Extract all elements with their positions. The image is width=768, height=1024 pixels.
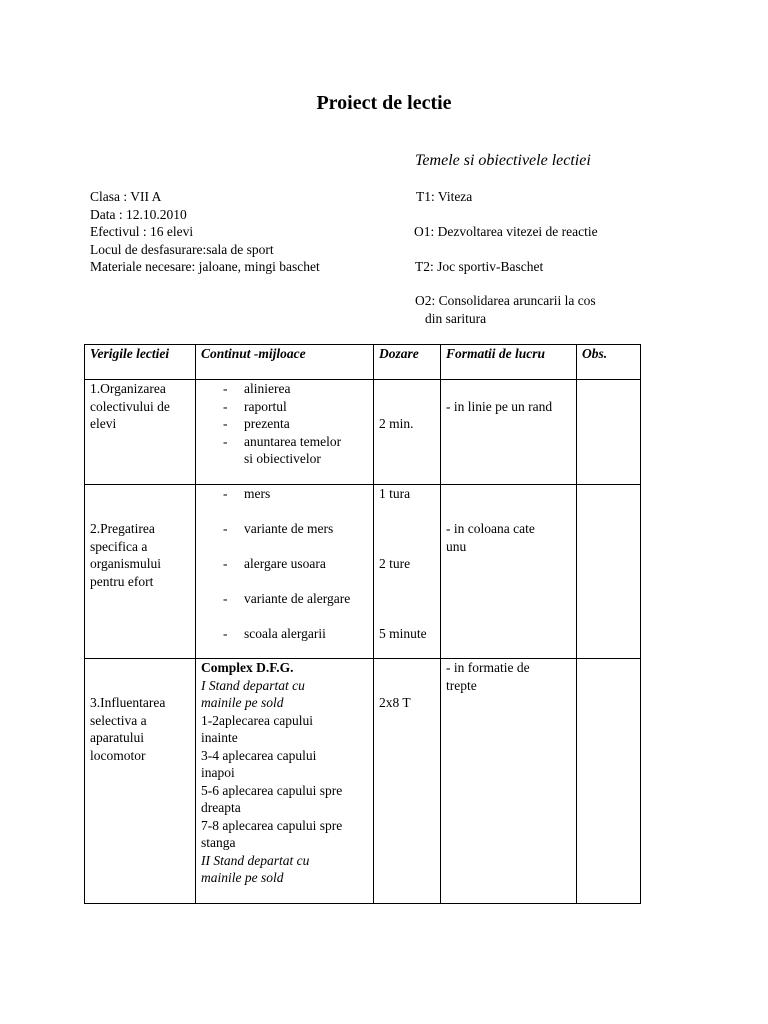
objective-o2-continued: din saritura (425, 311, 487, 326)
dosage-cell: 2x8 T (374, 659, 441, 904)
list-item: - alinierea (201, 380, 368, 398)
table-row (85, 485, 641, 659)
theme-t1: T1: Viteza (416, 189, 473, 204)
header-dozare: Dozare (374, 345, 441, 380)
objective-o2: O2: Consolidarea aruncarii la cos (415, 293, 596, 308)
list-item: - anuntarea temelor si obiectivelor (201, 433, 344, 468)
list-item: - prezenta (201, 415, 368, 433)
info-class: Clasa : VII A (90, 189, 162, 204)
content-list (201, 485, 368, 643)
dosage-cell: 1 tura 2 ture 5 minute (374, 485, 441, 659)
lesson-table (84, 344, 641, 904)
list-item: - alergare usoara (201, 555, 368, 573)
info-materials: Materiale necesare: jaloane, mingi baschet (90, 259, 320, 274)
obs-cell (577, 659, 641, 904)
lesson-info (90, 188, 320, 276)
header-formatii: Formatii de lucru (441, 345, 577, 380)
content-cell (196, 485, 374, 659)
header-verigile: Verigile lectiei (85, 345, 196, 380)
list-item: - raportul (201, 398, 368, 416)
table-row (85, 380, 641, 485)
info-location: Locul de desfasurare:sala de sport (90, 241, 274, 257)
veriga-cell: 2.Pregatirea specifica a organismului pentru efort (85, 485, 196, 659)
page-title: Proiect de lectie (316, 92, 452, 114)
list-item: - mers (201, 485, 368, 503)
info-date: Data : 12.10.2010 (90, 206, 187, 222)
formation-cell: - in formatie de trepte (441, 659, 577, 904)
content-cell: Complex D.F.G. I Stand departat cu mainile pe sold 1-2aplecarea capului inainte 3-4 aplecarea capului inapoi 5-6 aplecarea capului spre dreapta 7-8 aplecarea capului spre stanga II Stand departat cu mainile pe sold (196, 659, 374, 904)
list-item: - variante de alergare (201, 590, 368, 608)
header-obs: Obs. (577, 345, 641, 380)
objective-o1: O1: Dezvoltarea vitezei de reactie (414, 224, 598, 239)
themes-heading: Temele si obiectivele lectiei (415, 152, 591, 169)
obs-cell (577, 485, 641, 659)
veriga-cell: 3.Influentarea selectiva a aparatului locomotor (85, 659, 196, 904)
table-row (85, 659, 641, 904)
content-cell (196, 380, 374, 485)
content-list (201, 380, 368, 468)
formation-cell: - in linie pe un rand (441, 380, 577, 485)
theme-t2: T2: Joc sportiv-Baschet (415, 259, 544, 274)
veriga-cell: 1.Organizarea colectivului de elevi (85, 380, 196, 485)
list-item: - variante de mers (201, 520, 368, 538)
formation-cell: - in coloana cate unu (441, 485, 577, 659)
table-header-row (85, 345, 641, 380)
complex-title: Complex D.F.G. (201, 660, 294, 675)
obs-cell (577, 380, 641, 485)
info-headcount: Efectivul : 16 elevi (90, 224, 194, 239)
list-item: - scoala alergarii (201, 625, 368, 643)
header-continut: Continut -mijloace (196, 345, 374, 380)
dosage-cell: 2 min. (374, 380, 441, 485)
